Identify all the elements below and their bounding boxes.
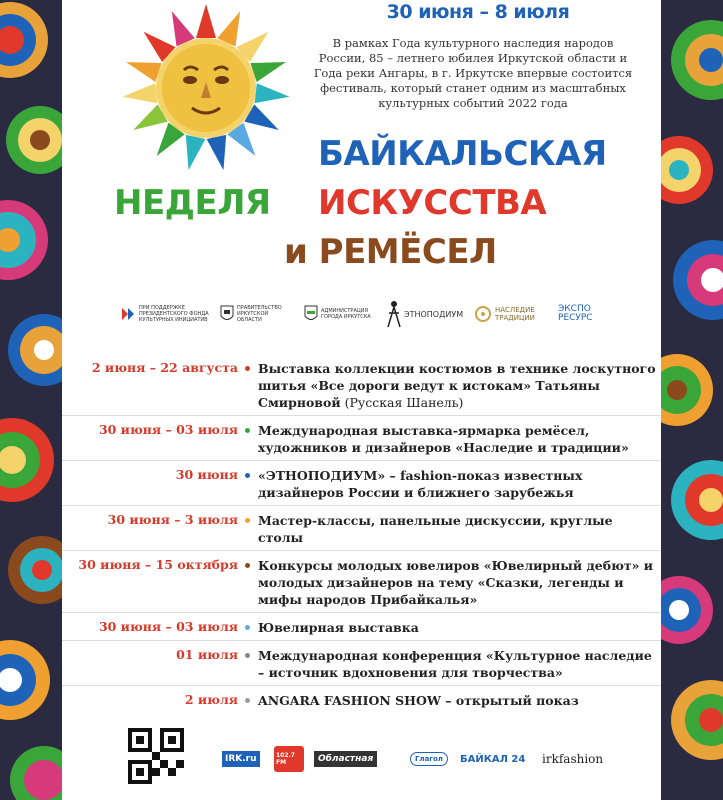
title-line-2b: ИСКУССТВА [318, 183, 547, 223]
title-line-2a: НЕДЕЛЯ [114, 183, 271, 223]
event-bullet-icon [245, 653, 250, 658]
logo-irkutsk-region-label: ПРАВИТЕЛЬСТВО ИРКУТСКОЙ ОБЛАСТИ [237, 305, 282, 323]
partner-baikal24-label: БАЙКАЛ 24 [460, 753, 526, 765]
partner-irkfashion-label: irkfashion [542, 752, 604, 766]
decorative-border-left [0, 0, 62, 800]
event-row [62, 354, 661, 415]
event-title: «ЭТНОПОДИУМ» – fashion-показ известных дизайнеров России и ближнего зарубежья [258, 468, 583, 500]
title-line-1: БАЙКАЛЬСКАЯ [318, 134, 607, 174]
event-title: Ювелирная выставка [258, 620, 419, 635]
logo-expo-resurs-label: ЭКСПО РЕСУРС [558, 304, 593, 323]
event-description [258, 461, 661, 505]
event-title: Конкурсы молодых ювелиров «Ювелирный дебют» и молодых дизайнеров на тему «Сказки, легенды и мифы народов Прибайкалья» [258, 558, 654, 607]
event-date: 2 июля [184, 692, 238, 707]
event-date: 30 июня [175, 467, 238, 482]
partner-radio-label: 102.7 FM [274, 746, 304, 772]
event-date: 2 июня – 22 августа [91, 360, 238, 375]
event-description [258, 506, 661, 550]
event-description [258, 354, 661, 415]
event-title: Выставка коллекции костюмов в технике лоскутного шитья «Все дороги ведут к истокам» Татьяны Смирновой [258, 361, 656, 410]
partner-irk-label: IRK.ru [222, 751, 260, 767]
title-line-3: и РЕМЁСЕЛ [284, 232, 497, 272]
organizer-logos [112, 292, 612, 336]
logo-ethnopodium [384, 292, 470, 336]
logo-ethnopodium-label: ЭТНОПОДИУМ [404, 309, 464, 319]
logo-irkutsk-region [220, 292, 298, 336]
event-bullet-icon [245, 518, 250, 523]
qr-code-icon[interactable] [128, 728, 184, 784]
event-bullet-icon [245, 428, 250, 433]
event-title: ANGARA FASHION SHOW – открытый показ [258, 693, 579, 708]
event-date: 30 июня – 15 октября [78, 557, 238, 572]
logo-expo-resurs [558, 292, 618, 336]
partner-baikal24 [460, 744, 534, 774]
poster [62, 0, 661, 800]
events-schedule [62, 354, 661, 713]
ethnopodium-figure-icon [384, 299, 404, 329]
festival-dates: 30 июня – 8 июля [386, 1, 570, 23]
logo-irkutsk-city [304, 292, 376, 336]
sun-logo-icon [120, 2, 292, 174]
event-bullet-icon [245, 698, 250, 703]
logo-heritage-traditions [474, 292, 550, 336]
event-bullet-icon [245, 366, 250, 371]
event-row [62, 415, 661, 460]
event-date: 01 июля [176, 647, 238, 662]
partner-oblastnaya-label: Областная [314, 751, 377, 767]
event-note: (Русская Шанель) [340, 395, 464, 410]
event-bullet-icon [245, 563, 250, 568]
partner-radio [274, 744, 304, 774]
irkutsk-city-emblem-icon [304, 305, 318, 323]
pfki-icon [120, 306, 136, 322]
event-row [62, 612, 661, 640]
heritage-ornament-icon [474, 305, 492, 323]
irkutsk-region-emblem-icon [220, 305, 234, 323]
event-row [62, 640, 661, 685]
event-date: 30 июня – 03 июля [98, 619, 238, 634]
event-row [62, 685, 661, 713]
event-row [62, 505, 661, 550]
event-title: Международная конференция «Культурное наследие – источник вдохновения для творчества» [258, 648, 652, 680]
event-description [258, 641, 661, 685]
event-date: 30 июня – 3 июля [107, 512, 238, 527]
event-title: Мастер-классы, панельные дискуссии, круглые столы [258, 513, 613, 545]
decorative-border-right [661, 0, 723, 800]
partner-glagol [410, 744, 450, 774]
partner-irkfashion [542, 744, 622, 774]
event-bullet-icon [245, 473, 250, 478]
logo-irkutsk-city-label: АДМИНИСТРАЦИЯ ГОРОДА ИРКУТСКА [321, 308, 371, 320]
partner-glagol-label: Глагол [410, 752, 448, 766]
media-partners [222, 744, 642, 774]
event-description [258, 416, 661, 460]
partner-oblastnaya [314, 744, 400, 774]
event-description [258, 613, 661, 640]
partner-irk [222, 744, 258, 774]
logo-presidential-fund [120, 292, 212, 336]
event-date: 30 июня – 03 июля [98, 422, 238, 437]
event-row [62, 550, 661, 612]
event-description [258, 686, 661, 713]
event-description [258, 551, 661, 612]
intro-text: В рамках Года культурного наследия народов России, 85 – летнего юбилея Иркутской области и Года реки Ангары, в г. Иркутске впервые состоится фестиваль, который станет одним из масштабных культурных событий 2022 года [313, 36, 633, 110]
logo-presidential-fund-label: ПРИ ПОДДЕРЖКЕ ПРЕЗИДЕНТСКОГО ФОНДА КУЛЬТУРНЫХ ИНИЦИАТИВ [139, 305, 209, 323]
event-row [62, 460, 661, 505]
event-title: Международная выставка-ярмарка ремёсел, художников и дизайнеров «Наследие и традиции» [258, 423, 629, 455]
logo-heritage-traditions-label: НАСЛЕДИЕ ТРАДИЦИИ [495, 306, 535, 322]
event-bullet-icon [245, 625, 250, 630]
